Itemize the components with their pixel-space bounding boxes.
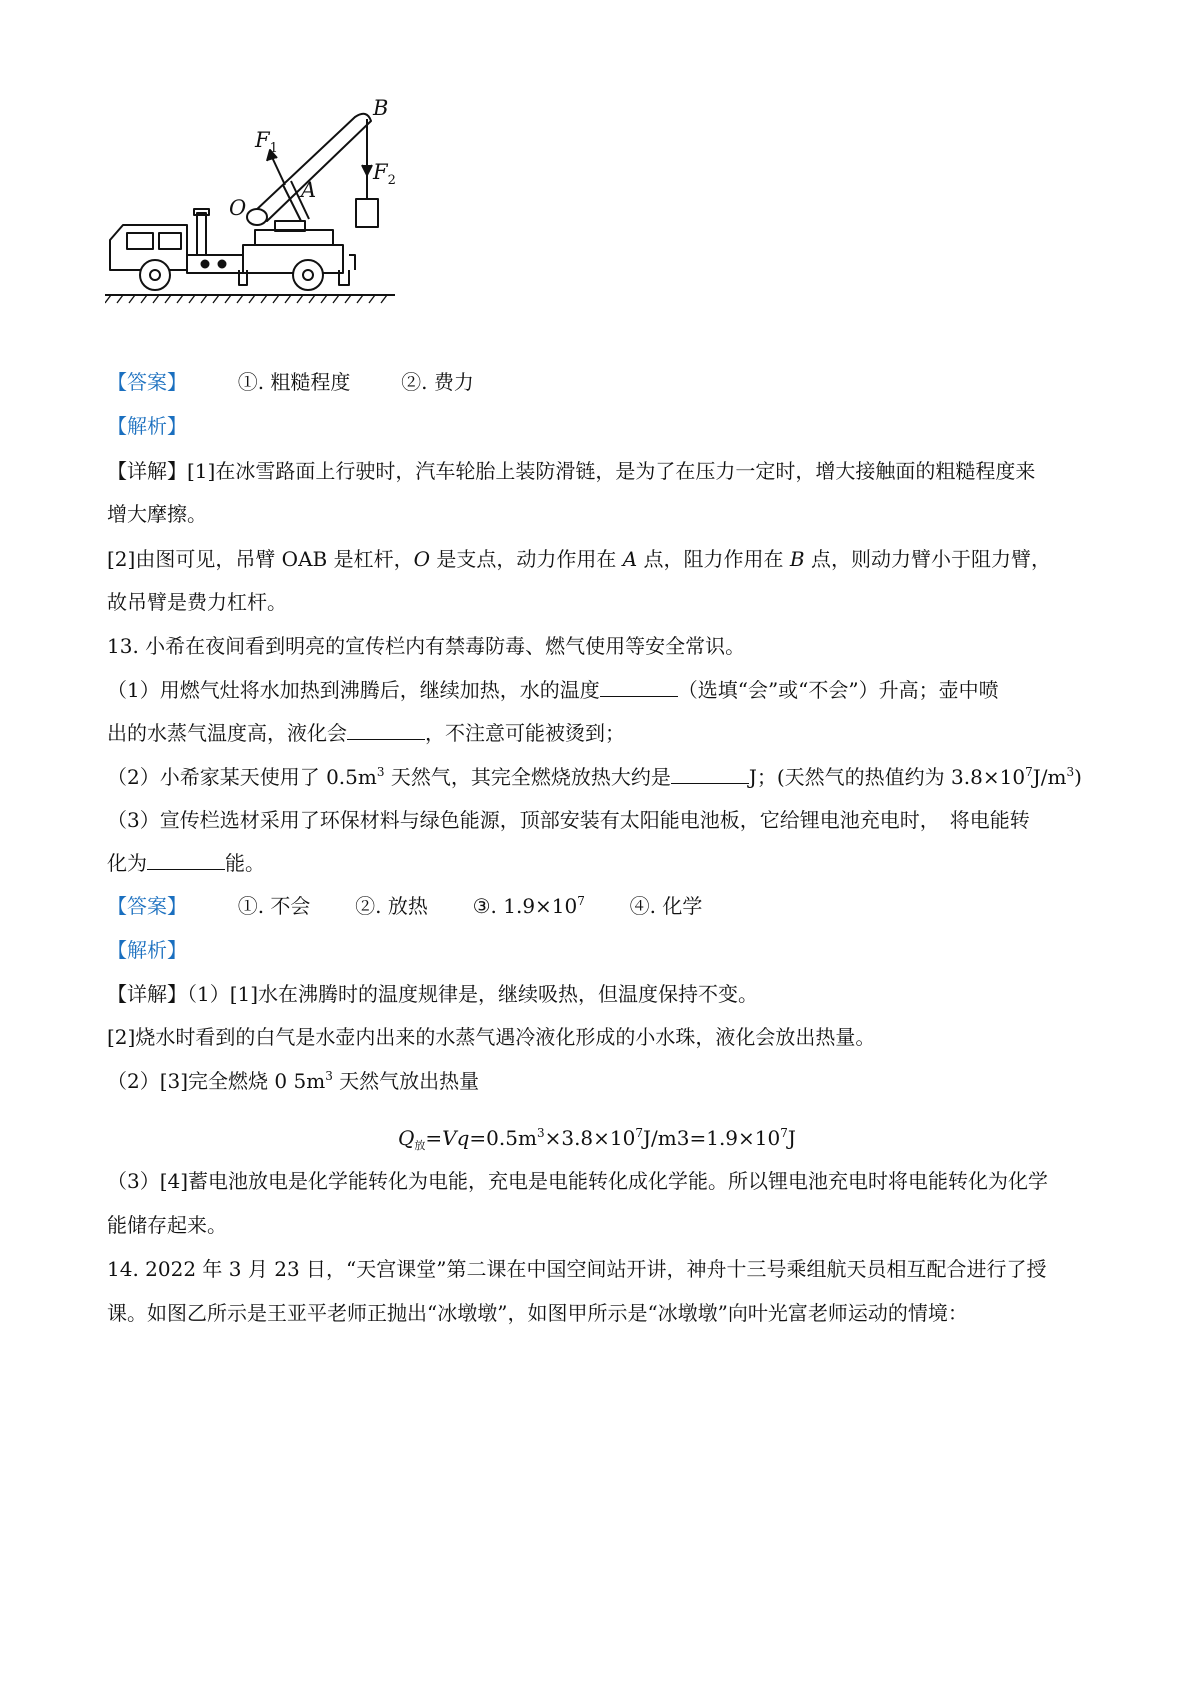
q13-detail-2: [2]烧水时看到的白气是水壶内出来的水蒸气遇冷液化形成的小水珠，液化会放出热量。 <box>107 1025 876 1049</box>
blank-4[interactable] <box>147 851 225 870</box>
crane-truck-figure <box>105 95 405 310</box>
detail-text: 天然气放出热量 <box>332 1069 480 1093</box>
q13-stem: 13. 小希在夜间看到明亮的宣传栏内有禁毒防毒、燃气使用等安全常识。 <box>107 634 746 658</box>
superscript: 3 <box>1066 765 1075 779</box>
question-text: （选填“会”或“不会”）升高；壶中喷 <box>677 678 999 702</box>
q13-part1-line1 <box>107 676 999 704</box>
answer-item: ③. $1.9\times 10^7$ <box>472 894 585 918</box>
hanging-load <box>356 199 378 227</box>
q13-detail-1 <box>107 980 758 1008</box>
q13-answer <box>107 892 702 920</box>
detail-text: [2]由图可见，吊臂 OAB 是杠杆， <box>107 547 414 571</box>
answer-tag: 【答案】 <box>107 894 187 918</box>
label-b: B <box>373 96 389 120</box>
blank-3[interactable] <box>671 765 749 784</box>
question-text: J/m <box>1032 765 1067 789</box>
wheel <box>293 260 323 290</box>
outrigger-leg <box>343 255 355 270</box>
boom-pivot-o <box>247 209 267 225</box>
question-text: （1）用燃气灶将水加热到沸腾后，继续加热，水的温度 <box>107 678 600 702</box>
detail-text: （1）[1]水在沸腾时的温度规律是，继续吸热，但温度保持不变。 <box>187 982 759 1006</box>
q12-detail-1b: 增大摩擦。 <box>107 502 207 526</box>
cab-window-1 <box>127 233 153 249</box>
q13-formula: $Q_放=Vq=0.5m^3\times 3.8\times 10^7J/m3=1.9\times 10^7J$ <box>398 1126 796 1152</box>
q13-detail-4b: 能储存起来。 <box>107 1213 227 1237</box>
label-f1: $F_1$ <box>255 128 278 156</box>
question-text: J；(天然气的热值约为 3.8×10 <box>748 765 1026 789</box>
answer-item: ②. 费力 <box>401 370 474 394</box>
question-text: ) <box>1074 765 1082 789</box>
q14-line-2: 课。如图乙所示是王亚平老师正抛出“冰墩墩”，如图甲所示是“冰墩墩”向叶光富老师运动的情境： <box>107 1301 968 1325</box>
force-f1-arrow <box>271 155 285 185</box>
crane-boom <box>253 114 371 221</box>
question-text: 化为 <box>107 851 147 875</box>
question-text: 出的水蒸气温度高，液化会 <box>107 721 347 745</box>
blank-1[interactable] <box>600 678 678 697</box>
formula-q: Q <box>398 1126 415 1150</box>
detail-text: 点，阻力作用在 <box>637 547 790 571</box>
q12-detail-2b: 故吊臂是费力杠杆。 <box>107 590 287 614</box>
detail-text: [1]在冰雪路面上行驶时，汽车轮胎上装防滑链，是为了在压力一定时，增大接触面的粗糙程度来 <box>187 459 1036 483</box>
q13-detail-3 <box>107 1067 479 1095</box>
crane-base <box>255 230 333 245</box>
superscript: 3 <box>325 1069 333 1083</box>
detail-text: （2）[3]完全燃烧 0 5m <box>107 1069 326 1093</box>
blank-2[interactable] <box>347 721 425 740</box>
q12-analysis-tag: 【解析】 <box>107 414 187 438</box>
point-b: B <box>789 547 805 571</box>
answer-item: ④. 化学 <box>629 894 703 918</box>
chassis-dot <box>202 261 209 268</box>
truck-post <box>197 213 206 255</box>
truck-bed <box>243 245 343 273</box>
label-o: O <box>229 196 247 220</box>
subscript: 放 <box>414 1139 426 1152</box>
q13-part3-line2 <box>107 849 265 877</box>
q13-detail-4a: （3）[4]蓄电池放电是化学能转化为电能，充电是电能转化成化学能。所以锂电池充电时将电能转化为化学 <box>107 1169 1049 1193</box>
superscript: 3 <box>376 765 385 779</box>
formula-vq: Vq <box>442 1126 470 1150</box>
label-a: A <box>301 178 317 202</box>
point-o: O <box>413 547 430 571</box>
superscript: 7 <box>1025 765 1033 779</box>
label-f2: $F_2$ <box>373 160 396 188</box>
question-text: ，不注意可能被烫到； <box>425 721 625 745</box>
q14-line-1: 14. 2022 年 3 月 23 日，“天宫课堂”第二课在中国空间站开讲，神舟十三号乘组航天员相互配合进行了授 <box>107 1257 1047 1281</box>
detail-text: 是支点，动力作用在 <box>430 547 623 571</box>
answer-item: ①. 不会 <box>237 894 311 918</box>
question-text: 天然气，其完全燃烧放热大约是 <box>384 765 671 789</box>
question-text: 能。 <box>225 851 265 875</box>
q13-analysis-tag: 【解析】 <box>107 938 187 962</box>
question-text: （2）小希家某天使用了 0.5m <box>107 765 377 789</box>
q13-part1-line2 <box>107 719 625 747</box>
point-a: A <box>622 547 638 571</box>
ground-hatching <box>105 295 387 303</box>
chassis-dot <box>219 261 226 268</box>
detail-text: 点，则动力臂小于阻力臂， <box>804 547 1051 571</box>
answer-item: ①. 粗糙程度 <box>237 370 351 394</box>
q12-answer <box>107 368 474 396</box>
q13-part3-line1: （3）宣传栏选材采用了环保材料与绿色能源，顶部安装有太阳能电池板，它给锂电池充电时， 将电能转 <box>107 808 1030 832</box>
q12-detail-2a <box>107 545 1051 573</box>
detail-tag: 【详解】 <box>107 982 187 1006</box>
force-f2-arrowhead <box>362 165 372 175</box>
detail-tag: 【详解】 <box>107 459 187 483</box>
answer-item: ②. 放热 <box>355 894 428 918</box>
truck-chassis <box>187 255 243 273</box>
wheel <box>140 260 170 290</box>
answer-tag: 【答案】 <box>107 370 187 394</box>
q13-part2 <box>107 763 1082 791</box>
q12-detail-1a <box>107 457 1035 485</box>
cab-window-2 <box>159 233 181 249</box>
